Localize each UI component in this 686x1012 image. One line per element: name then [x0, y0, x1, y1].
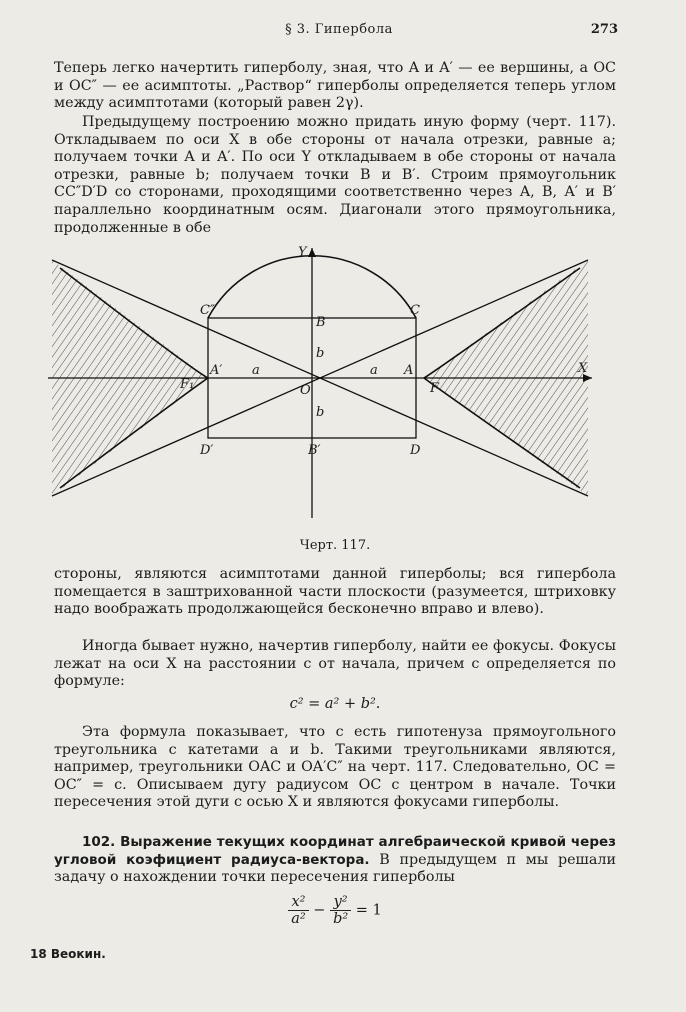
label-b-bottom: b — [316, 405, 325, 420]
paragraph-1: Теперь легко начертить гиперболу, зная, что A и A′ — ее вершины, а OC и OC″ — ее асимптоты. „Раствор“ гиперболы определяется теперь углом между асимптотами (который равен 2γ). — [54, 60, 616, 112]
section-102-heading: 102. Выражение текущих координат алгебраической кривой через угловой коэфициент радиуса-вектора. — [54, 834, 616, 868]
figure-117 — [40, 238, 600, 528]
frac-x-den: a² — [291, 911, 306, 927]
paragraph-5: Эта формула показывает, что c есть гипотенуза прямоугольного треугольника с катетами a и b. Такими треугольниками являются, например, треугольники OAC и OA′C″ на черт. 117. Следовательно, OC = OC″ = c. Описываем дугу радиусом OC с центром в начале. Точки пересечения этой дуги с осью X и являются фокусами гиперболы. — [54, 724, 616, 811]
hyperbola-drawing — [40, 238, 600, 528]
label-b1: B′ — [308, 443, 321, 458]
label-f: F — [430, 381, 440, 396]
paragraph-section-102 — [54, 834, 616, 887]
label-c2: C″ — [200, 303, 215, 318]
fraction-y — [330, 894, 351, 927]
formula-hyperbola — [54, 894, 616, 927]
running-header — [60, 22, 618, 44]
label-a-right: a — [370, 363, 378, 378]
section-102-text: В предыдущем п мы решали задачу о нахождении точки пересечения гиперболы — [54, 851, 616, 886]
frac-y-den: b² — [333, 911, 349, 927]
paragraph-2: Предыдущему построению можно придать иную форму (черт. 117). Откладываем по оси X в обе стороны от начала отрезки, равные a; получаем точки A и A′. По оси Y откладываем в обе стороны от начала отрезки, равные b; получаем точки B и B′. Строим прямоугольник CC″D′D со сторонами, проходящими соответственно через A, B, A′ и B′ параллельно координатным осям. Диагонали этого прямоугольника, продолженные в обе — [54, 114, 616, 236]
paragraph-4: Иногда бывает нужно, начертив гиперболу, найти ее фокусы. Фокусы лежат на оси X на расстоянии c от начала, причем c определяется по формуле: — [54, 638, 616, 690]
equals-one: = 1 — [355, 902, 382, 919]
label-a1: A′ — [210, 363, 223, 378]
frac-x-num: x² — [288, 894, 308, 911]
label-o: O — [300, 383, 311, 398]
label-b-top: b — [316, 346, 325, 361]
fraction-x — [288, 894, 308, 927]
minus-sign: − — [313, 902, 326, 919]
footer-signature: 18 Веокин. — [30, 947, 106, 961]
label-a: A — [404, 363, 414, 378]
label-f1: F₁ — [180, 377, 195, 392]
label-b: B — [316, 315, 326, 330]
formula-focus: c² = a² + b². — [289, 696, 381, 712]
paragraph-3: стороны, являются асимптотами данной гиперболы; вся гипербола помещается в заштрихованной части плоскости (разумеется, штриховку надо воображать продолжающейся бесконечно вправо и влево). — [54, 566, 616, 618]
frac-y-num: y² — [330, 894, 351, 911]
label-y-axis: Y — [298, 245, 307, 260]
page-number: 273 — [590, 22, 618, 37]
label-d1: D′ — [200, 443, 214, 458]
section-title: § 3. Гипербола — [285, 22, 393, 37]
label-c: C — [410, 303, 420, 318]
figure-caption: Черт. 117. — [299, 538, 371, 553]
label-a-left: a — [252, 363, 260, 378]
label-x-axis: X — [578, 361, 588, 376]
label-d: D — [410, 443, 421, 458]
